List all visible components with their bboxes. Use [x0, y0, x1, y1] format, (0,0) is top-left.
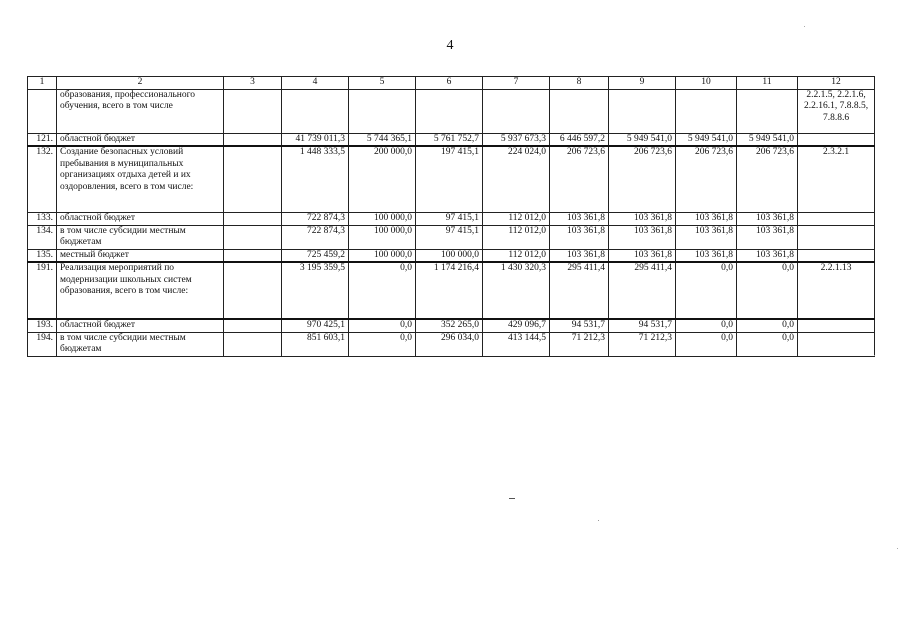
value-cell: 352 265,0 [416, 319, 483, 332]
value-cell: 295 411,4 [550, 262, 609, 319]
value-cell: 0,0 [737, 319, 798, 332]
value-cell [282, 89, 349, 133]
value-cell: 103 361,8 [609, 213, 676, 226]
value-cell: 112 012,0 [483, 249, 550, 262]
scan-speck [598, 520, 599, 521]
column-header: 11 [737, 77, 798, 90]
value-cell: 296 034,0 [416, 332, 483, 356]
item-name-cell: образования, профессионального обучения, всего в том числе [57, 89, 224, 133]
value-cell: 103 361,8 [676, 225, 737, 249]
scan-speck [804, 26, 805, 27]
value-cell: 224 024,0 [483, 146, 550, 213]
reference-cell: 2.2.1.13 [798, 262, 875, 319]
value-cell: 206 723,6 [737, 146, 798, 213]
value-cell: 94 531,7 [550, 319, 609, 332]
reference-cell [798, 319, 875, 332]
value-cell: 94 531,7 [609, 319, 676, 332]
column-header: 3 [224, 77, 282, 90]
value-cell: 6 446 597,2 [550, 133, 609, 146]
value-cell [224, 213, 282, 226]
value-cell: 112 012,0 [483, 225, 550, 249]
value-cell: 429 096,7 [483, 319, 550, 332]
value-cell: 206 723,6 [609, 146, 676, 213]
table-row [28, 332, 875, 356]
value-cell: 103 361,8 [737, 249, 798, 262]
value-cell [737, 89, 798, 133]
row-number-cell: 193. [28, 319, 57, 332]
value-cell: 0,0 [737, 262, 798, 319]
value-cell: 5 949 541,0 [676, 133, 737, 146]
value-cell: 0,0 [349, 319, 416, 332]
value-cell: 103 361,8 [676, 249, 737, 262]
value-cell: 97 415,1 [416, 225, 483, 249]
value-cell [224, 89, 282, 133]
item-name-cell: областной бюджет [57, 133, 224, 146]
value-cell: 1 448 333,5 [282, 146, 349, 213]
reference-cell: 2.2.1.5, 2.2.1.6, 2.2.16.1, 7.8.8.5, 7.8.8.6 [798, 89, 875, 133]
column-header: 8 [550, 77, 609, 90]
value-cell: 0,0 [676, 262, 737, 319]
scan-speck [874, 355, 875, 356]
column-header: 2 [57, 77, 224, 90]
value-cell [224, 146, 282, 213]
item-name-cell: Создание безопасных условий пребывания в муниципальных организациях отдыха детей и их оздоровления, всего в том числе: [57, 146, 224, 213]
value-cell: 103 361,8 [550, 213, 609, 226]
value-cell: 851 603,1 [282, 332, 349, 356]
value-cell: 295 411,4 [609, 262, 676, 319]
value-cell [609, 89, 676, 133]
value-cell: 1 430 320,3 [483, 262, 550, 319]
table-row [28, 89, 875, 133]
column-header: 5 [349, 77, 416, 90]
table-row [28, 262, 875, 319]
value-cell [550, 89, 609, 133]
value-cell: 100 000,0 [349, 213, 416, 226]
value-cell: 103 361,8 [737, 213, 798, 226]
value-cell: 100 000,0 [349, 225, 416, 249]
value-cell [224, 225, 282, 249]
value-cell: 103 361,8 [676, 213, 737, 226]
value-cell [224, 133, 282, 146]
value-cell: 0,0 [349, 332, 416, 356]
scan-mark [509, 498, 515, 499]
item-name-cell: в том числе субсидии местным бюджетам [57, 225, 224, 249]
item-name-cell: местный бюджет [57, 249, 224, 262]
row-number-cell: 134. [28, 225, 57, 249]
value-cell: 41 739 011,3 [282, 133, 349, 146]
column-header: 9 [609, 77, 676, 90]
table-row [28, 319, 875, 332]
value-cell: 0,0 [737, 332, 798, 356]
value-cell: 197 415,1 [416, 146, 483, 213]
scan-speck [897, 548, 898, 549]
value-cell: 0,0 [349, 262, 416, 319]
row-number-cell [28, 89, 57, 133]
value-cell [224, 319, 282, 332]
value-cell: 112 012,0 [483, 213, 550, 226]
row-number-cell: 191. [28, 262, 57, 319]
value-cell [416, 89, 483, 133]
reference-cell [798, 249, 875, 262]
item-name-cell: Реализация мероприятий по модернизации школьных систем образования, всего в том числе: [57, 262, 224, 319]
value-cell [676, 89, 737, 133]
column-header: 7 [483, 77, 550, 90]
value-cell: 0,0 [676, 332, 737, 356]
reference-cell [798, 332, 875, 356]
row-number-cell: 121. [28, 133, 57, 146]
item-name-cell: в том числе субсидии местным бюджетам [57, 332, 224, 356]
value-cell: 722 874,3 [282, 225, 349, 249]
value-cell: 5 744 365,1 [349, 133, 416, 146]
value-cell: 103 361,8 [609, 249, 676, 262]
column-header: 10 [676, 77, 737, 90]
table-row [28, 225, 875, 249]
reference-cell [798, 225, 875, 249]
value-cell: 725 459,2 [282, 249, 349, 262]
column-header: 4 [282, 77, 349, 90]
value-cell [224, 332, 282, 356]
value-cell [349, 89, 416, 133]
item-name-cell: областной бюджет [57, 319, 224, 332]
column-header: 1 [28, 77, 57, 90]
value-cell [483, 89, 550, 133]
column-header: 12 [798, 77, 875, 90]
value-cell: 206 723,6 [550, 146, 609, 213]
value-cell [224, 262, 282, 319]
value-cell: 103 361,8 [737, 225, 798, 249]
value-cell: 103 361,8 [550, 249, 609, 262]
reference-cell: 2.3.2.1 [798, 146, 875, 213]
table-row [28, 249, 875, 262]
value-cell: 200 000,0 [349, 146, 416, 213]
page-number: 4 [446, 38, 454, 53]
budget-table [27, 76, 875, 357]
value-cell: 5 937 673,3 [483, 133, 550, 146]
value-cell: 3 195 359,5 [282, 262, 349, 319]
value-cell: 100 000,0 [416, 249, 483, 262]
item-name-cell: областной бюджет [57, 213, 224, 226]
table-row [28, 146, 875, 213]
row-number-cell: 133. [28, 213, 57, 226]
row-number-cell: 194. [28, 332, 57, 356]
value-cell: 71 212,3 [550, 332, 609, 356]
table-row [28, 133, 875, 146]
row-number-cell: 132. [28, 146, 57, 213]
value-cell: 413 144,5 [483, 332, 550, 356]
value-cell: 5 761 752,7 [416, 133, 483, 146]
value-cell: 0,0 [676, 319, 737, 332]
reference-cell [798, 133, 875, 146]
value-cell: 100 000,0 [349, 249, 416, 262]
value-cell: 722 874,3 [282, 213, 349, 226]
value-cell: 1 174 216,4 [416, 262, 483, 319]
value-cell: 5 949 541,0 [609, 133, 676, 146]
value-cell: 5 949 541,0 [737, 133, 798, 146]
reference-cell [798, 213, 875, 226]
table-row [28, 213, 875, 226]
header-row [28, 77, 875, 90]
value-cell: 103 361,8 [609, 225, 676, 249]
value-cell: 103 361,8 [550, 225, 609, 249]
value-cell: 970 425,1 [282, 319, 349, 332]
value-cell [224, 249, 282, 262]
column-header: 6 [416, 77, 483, 90]
value-cell: 206 723,6 [676, 146, 737, 213]
value-cell: 97 415,1 [416, 213, 483, 226]
value-cell: 71 212,3 [609, 332, 676, 356]
row-number-cell: 135. [28, 249, 57, 262]
